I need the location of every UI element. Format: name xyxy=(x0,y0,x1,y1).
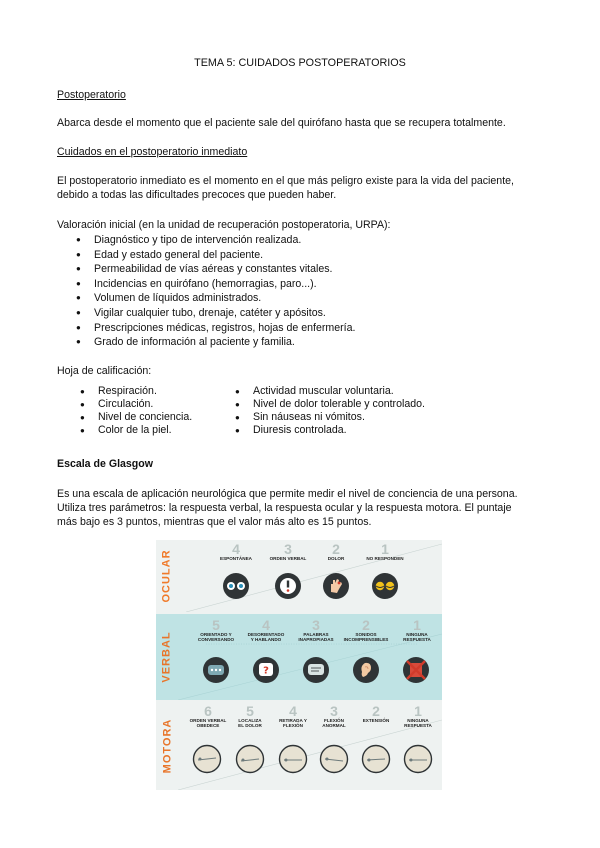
score-number: 1 xyxy=(414,703,422,719)
motor-figure-icon xyxy=(403,744,433,774)
exclamation-icon xyxy=(274,572,302,600)
score-number: 2 xyxy=(372,703,380,719)
score-caption: NINGUNA xyxy=(406,632,428,637)
score-caption: ORDEN VERBAL xyxy=(269,556,307,561)
verbal-band xyxy=(156,614,442,700)
score-caption: SONIDOS xyxy=(355,632,377,637)
list-item: ● Edad y estado general del paciente. xyxy=(76,248,355,263)
score-number: 2 xyxy=(332,541,340,557)
score-caption: ESPONTÁNEA xyxy=(220,556,252,561)
list-item: ● Vigilar cualquier tubo, drenaje, catéter y apósitos. xyxy=(76,306,355,321)
score-number: 3 xyxy=(330,703,338,719)
hoja-intro: Hoja de calificación: xyxy=(57,365,152,377)
list-item: ● Prescripciones médicas, registros, hojas de enfermería. xyxy=(76,321,355,336)
svg-text:?: ? xyxy=(263,665,269,677)
score-caption: ORDEN VERBAL xyxy=(189,718,227,723)
score-caption: EXTENSIÓN xyxy=(362,718,390,723)
ear-icon xyxy=(352,656,380,684)
list-item: ● Circulación. xyxy=(80,398,192,411)
score-caption: EL DOLOR xyxy=(238,723,262,729)
ocular-item xyxy=(360,542,410,561)
page-title: TEMA 5: CUIDADOS POSTOPERATORIOS xyxy=(194,57,406,69)
score-number: 2 xyxy=(362,617,370,633)
list-item: ● Diagnóstico y tipo de intervención realizada. xyxy=(76,233,355,248)
list-item: ● Volumen de líquidos administrados. xyxy=(76,291,355,306)
score-caption: RESPUESTA xyxy=(403,637,431,643)
score-caption: LOCALIZA xyxy=(238,718,262,723)
verbal-item xyxy=(292,618,340,643)
list-item: ● Incidencias en quirófano (hemorragias, paro...). xyxy=(76,277,355,292)
motor-figure-icon xyxy=(361,744,391,774)
ocular-label: OCULAR xyxy=(161,549,173,603)
hand-icon xyxy=(322,572,350,600)
score-caption: RESPUESTA xyxy=(404,723,432,729)
postop-heading: Postoperatorio xyxy=(57,89,126,101)
verbal-item xyxy=(338,618,394,643)
score-caption: FLEXIÓN xyxy=(283,723,303,729)
score-number: 4 xyxy=(262,617,270,633)
glasgow-infographic xyxy=(156,540,442,790)
postop-text: Abarca desde el momento que el paciente sale del quirófano hasta que se recupera totalmente. xyxy=(57,117,506,129)
score-caption: INAPROPIADAS xyxy=(298,637,334,643)
score-caption: DOLOR xyxy=(327,556,345,561)
question-bubble-icon xyxy=(252,656,280,684)
list-item: ● Actividad muscular voluntaria. xyxy=(235,385,425,398)
score-caption: INCOMPRENSIBLES xyxy=(343,637,389,643)
score-number: 3 xyxy=(284,541,292,557)
motora-item xyxy=(230,704,270,729)
ocular-item xyxy=(216,542,256,561)
motor-figure-icon xyxy=(192,744,222,774)
score-number: 5 xyxy=(246,703,254,719)
speech-bubble-icon xyxy=(202,656,230,684)
list-item: ● Permeabilidad de vías aéreas y constantes vitales. xyxy=(76,262,355,277)
cross-icon xyxy=(402,656,430,684)
verbal-item xyxy=(192,618,240,643)
list-item: ● Grado de información al paciente y familia. xyxy=(76,335,355,350)
glasgow-heading: Escala de Glasgow xyxy=(57,458,153,470)
list-item: ● Respiración. xyxy=(80,385,192,398)
score-caption: RETIRADA Y xyxy=(279,718,307,723)
list-item: ● Diuresis controlada. xyxy=(235,424,425,437)
score-number: 1 xyxy=(413,617,421,633)
motora-label: MOTORA xyxy=(161,718,173,774)
score-number: 4 xyxy=(232,541,240,557)
motora-item xyxy=(314,704,354,729)
score-caption: OBEDECE xyxy=(196,723,220,729)
motor-figure-icon xyxy=(235,744,265,774)
hoja-list-right xyxy=(235,385,425,437)
motora-item xyxy=(396,704,440,729)
verbal-label: VERBAL xyxy=(161,631,174,683)
score-number: 5 xyxy=(212,617,220,633)
motora-item xyxy=(354,704,398,723)
score-number: 6 xyxy=(204,703,212,719)
ocular-band xyxy=(156,540,442,612)
score-number: 3 xyxy=(312,617,320,633)
list-item: ● Color de la piel. xyxy=(80,424,192,437)
glasgow-text-2: Utiliza tres parámetros: la respuesta verbal, la respuesta ocular y la respuesta motora. El puntaje xyxy=(57,502,512,514)
list-item: ● Nivel de conciencia. xyxy=(80,411,192,424)
score-caption: CONVERSANDO xyxy=(197,637,235,643)
closed-eyes-icon xyxy=(371,572,399,600)
score-caption: Y HABLANDO xyxy=(250,637,282,643)
inmediato-text-1: El postoperatorio inmediato es el momento en el que más peligro existe para la vida del paciente, xyxy=(57,175,514,187)
open-eyes-icon xyxy=(222,572,250,600)
score-caption: ANORMAL xyxy=(322,723,346,729)
ocular-item xyxy=(268,542,308,561)
score-caption: DESORIENTADO xyxy=(247,632,285,637)
inmediato-heading: Cuidados en el postoperatorio inmediato xyxy=(57,146,248,158)
motor-figure-icon xyxy=(278,744,308,774)
motora-item xyxy=(186,704,230,729)
motor-figure-icon xyxy=(319,744,349,774)
list-item: ● Nivel de dolor tolerable y controlado. xyxy=(235,398,425,411)
score-caption: ORIENTADO Y xyxy=(200,632,232,637)
verbal-item xyxy=(394,618,440,643)
inmediato-text-2: debido a todas las dificultades precoces que pueden haber. xyxy=(57,189,337,201)
valoracion-list xyxy=(76,233,355,350)
valoracion-intro: Valoración inicial (en la unidad de recuperación postoperatoria, URPA): xyxy=(57,219,391,231)
glasgow-text-1: Es una escala de aplicación neurológica que permite medir el nivel de conciencia de una persona. xyxy=(57,488,518,500)
motora-band xyxy=(156,702,442,790)
motora-item xyxy=(272,704,314,729)
hoja-list-left xyxy=(80,385,192,437)
glasgow-text-3: más bajo es 3 puntos, mientras que el valor más alto es 15 puntos. xyxy=(57,516,372,528)
score-caption: NINGUNA xyxy=(407,718,429,723)
verbal-item xyxy=(242,618,290,643)
score-caption: PALABRAS xyxy=(303,632,329,637)
score-number: 4 xyxy=(289,703,297,719)
score-number: 1 xyxy=(381,541,389,557)
ocular-item xyxy=(316,542,356,561)
list-item: ● Sin náuseas ni vómitos. xyxy=(235,411,425,424)
score-caption: NO RESPONDEN xyxy=(366,556,404,561)
score-caption: FLEXIÓN xyxy=(324,718,344,723)
words-bubble-icon xyxy=(302,656,330,684)
